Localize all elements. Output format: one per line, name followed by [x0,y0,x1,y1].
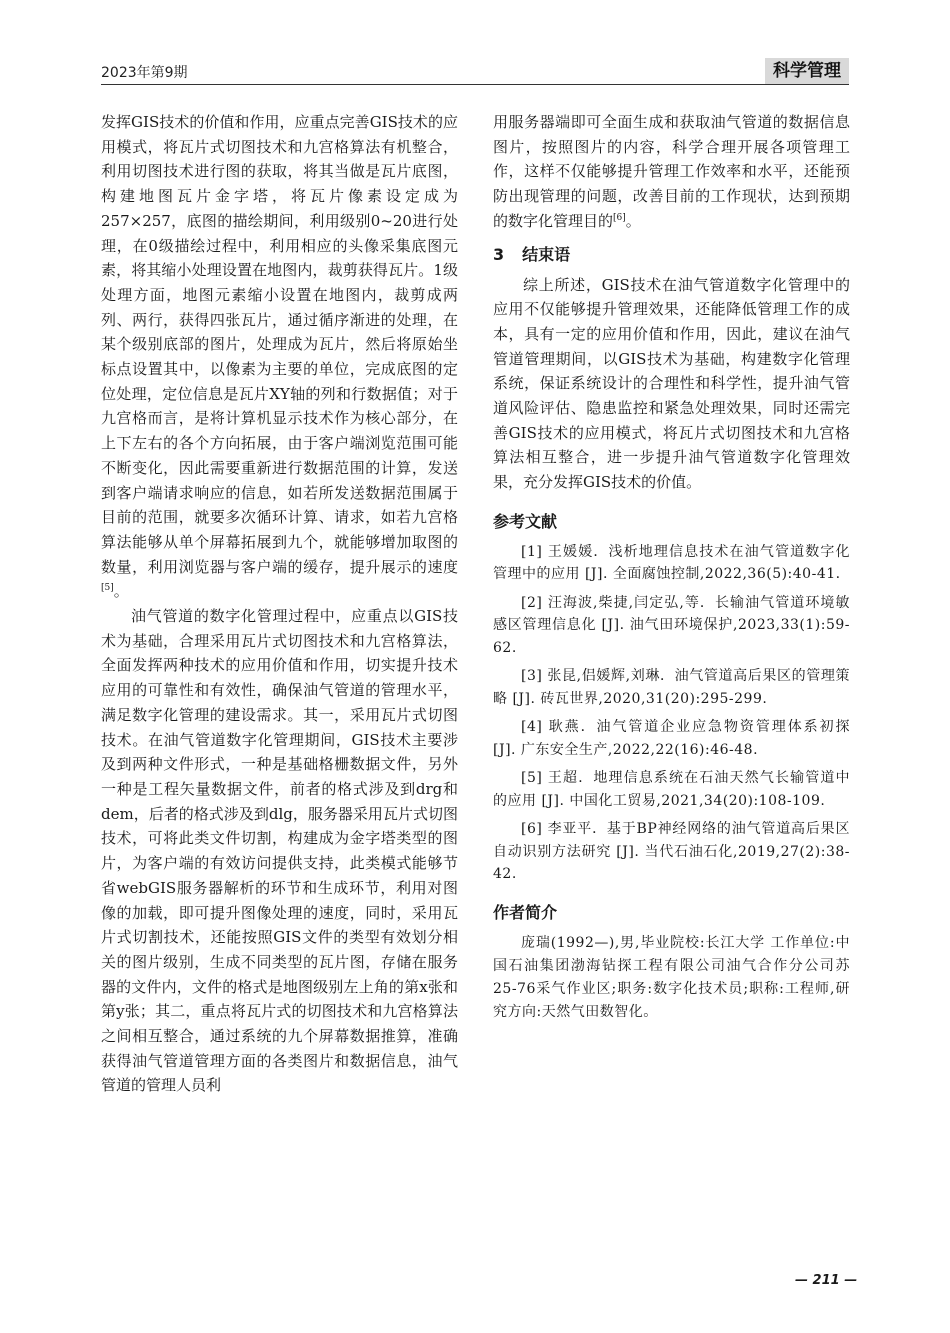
section-heading-conclusion [493,242,850,268]
author-heading: 作者简介 [493,902,558,922]
body-paragraph [101,110,458,604]
section-title: 结束语 [522,244,571,264]
reference-item: [5] 王超．地理信息系统在石油天然气长输管道中的应用 [J]. 中国化工贸易,2021,34(20):108-109. [493,770,850,809]
conclusion-paragraph: 综上所述，GIS技术在油气管道数字化管理中的应用不仅能够提升管理效果，还能降低管理工作的成本，具有一定的应用价值和作用，因此，建议在油气管道管理期间，以GIS技术为基础，构建数字化管理系统，保证系统设计的合理性和科学性，提升油气管道风险评估、隐患监控和紧急处理效果，同时还需完善GIS技术的应用模式，将瓦片式切图技术和九宫格算法相互整合，进一步提升油气管道数字化管理效果，充分发挥GIS技术的价值。 [493,275,850,492]
citation-marker: [5] [101,583,114,594]
paragraph-text: 发挥GIS技术的价值和作用，应重点完善GIS技术的应用模式，将瓦片式切图技术和九宫格算法有机整合，利用切图技术进行图的获取，将其当做是瓦片底图，构建地图瓦片金字塔，将瓦片像素设定成为257×257，底图的描绘期间，利用级别0~20进行处理，在0级描绘过程中，利用相应的头像采集底图元素，将其缩小处理设置在地图内，裁剪获得瓦片。1级处理方面，地图元素缩小设置在地图内，裁剪成两列、两行，获得四张瓦片，通过循序渐进的处理，在某个级别底部的图片，处理成为瓦片，然后将原始坐标点设置其中，以像素为主要的单位，完成底图的定位处理，定位信息是瓦片XY轴的列和行数据值；对于九宫格而言，是将计算机显示技术作为核心部分，在上下左右的各个方向拓展，由于客户端浏览范围可能不断变化，因此需要重新进行数据范围的计算，发送到客户端请求响应的信息，如若所发送数据范围属于目前的范围，就要多次循环计算、请求，如若九宫格算法能够从单个屏幕拓展到九个，就能够增加取图的数量，利用浏览器与客户端的缓存，提升展示的速度 [101,113,458,576]
paragraph-end: 。 [625,211,641,230]
citation-marker: [6] [613,212,626,223]
body-paragraph [493,110,850,234]
body-paragraph: 油气管道的数字化管理过程中，应重点以GIS技术为基础，合理采用瓦片式切图技术和九宫格算法，全面发挥两种技术的应用价值和作用，切实提升技术应用的可靠性和有效性，确保油气管道的管理水平，满足数字化管理的建设需求。其一，采用瓦片式切图技术。在油气管道数字化管理期间，GIS技术主要涉及到两种文件形式，一种是基础格栅数据文件，另外一种是工程矢量数据文件，前者的格式涉及到drg和dem，后者的格式涉及到dlg，服务器采用瓦片式切图技术，可将此类文件切割，构建成为金字塔类型的图片，为客户端的有效访问提供支持，此类模式能够节省webGIS服务器解析的环节和生成环节，利用对图像的加载，即可提升图像处理的速度，同时，采用瓦片式切割技术，还能按照GIS文件的类型有效划分相关的图片级别，生成不同类型的瓦片图，存储在服务器的文件内，文件的格式是地图级别左上角的第x张和第y张；其二，重点将瓦片式的切图技术和九宫格算法之间相互整合，通过系统的九个屏幕数据推算，准确获得油气管道管理方面的各类图片和数据信息，油气管道的管理人员利 [101,607,458,1095]
right-column [493,110,850,1024]
journal-section-badge: 科学管理 [765,58,849,84]
author-bio: 庞瑞(1992—),男,毕业院校:长江大学 工作单位:中国石油集团渤海钻探工程有限公司油气合作分公司苏25-76采气作业区;职务:数字化技术员;职称:工程师,研究方向:天然气田数智化。 [493,934,850,1020]
reference-item: [4] 耿燕．油气管道企业应急物资管理体系初探 [J]. 广东安全生产,2022,22(16):46-48. [493,719,850,758]
paragraph-end: 。 [113,582,129,601]
page-number: — 211 — [795,1273,858,1288]
section-number: 3 [493,244,505,264]
issue-label: 2023年第9期 [101,65,188,81]
reference-item: [2] 汪海波,柴捷,闫定弘,等．长输油气管道环境敏感区管理信息化 [J]. 油气田环境保护,2023,33(1):59-62. [493,594,850,656]
reference-item: [1] 王媛媛．浅析地理信息技术在油气管道数字化管理中的应用 [J]. 全面腐蚀控制,2022,36(5):40-41. [493,543,850,583]
header-divider [101,84,849,85]
references-heading: 参考文献 [493,511,558,531]
left-column [101,110,458,1098]
reference-item: [6] 李亚平．基于BP神经网络的油气管道高后果区自动识别方法研究 [J]. 当代石油石化,2019,27(2):38-42. [493,821,850,883]
reference-item: [3] 张昆,侣媛辉,刘琳．油气管道高后果区的管理策略 [J]. 砖瓦世界,2020,31(20):295-299. [493,668,850,707]
paragraph-text: 用服务器端即可全面生成和获取油气管道的数据信息图片，按照图片的内容，科学合理开展各项管理工作，这样不仅能够提升管理工作效率和水平，还能预防出现管理的问题，改善目前的工作现状，达到预期的数字化管理目的 [493,113,850,230]
